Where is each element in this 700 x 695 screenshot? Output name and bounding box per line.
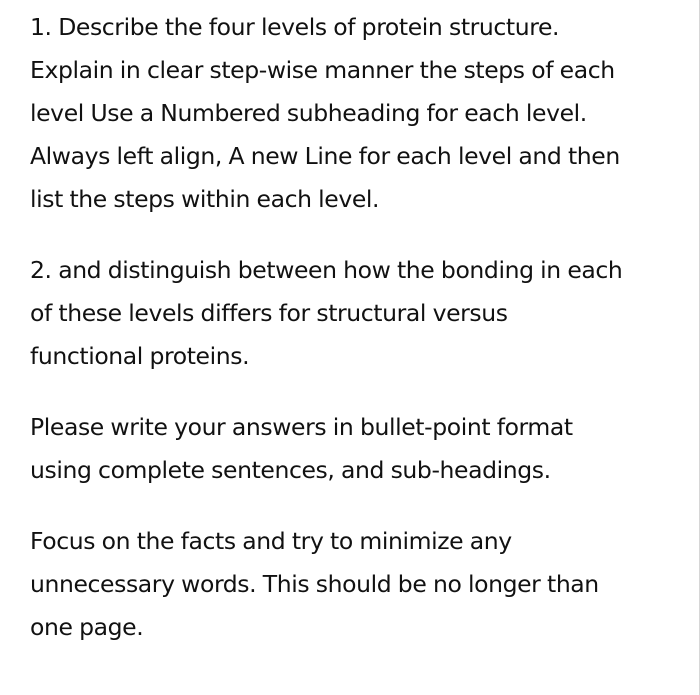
length-instructions-paragraph: Focus on the facts and try to minimize any unnecessary words. This should be no longer than one page. bbox=[30, 527, 599, 641]
question-2-paragraph: 2. and distinguish between how the bonding in each of these levels differs for structural versus functional proteins. bbox=[30, 256, 623, 370]
document-body bbox=[30, 6, 680, 649]
format-instructions-paragraph: Please write your answers in bullet-point format using complete sentences, and sub-headings. bbox=[30, 413, 573, 484]
question-1-paragraph: 1. Describe the four levels of protein structure. Explain in clear step-wise manner the steps of each level Use a Numbered subheading for each level. Always left align, A new Line for each level and then list the steps within each level. bbox=[30, 13, 620, 213]
